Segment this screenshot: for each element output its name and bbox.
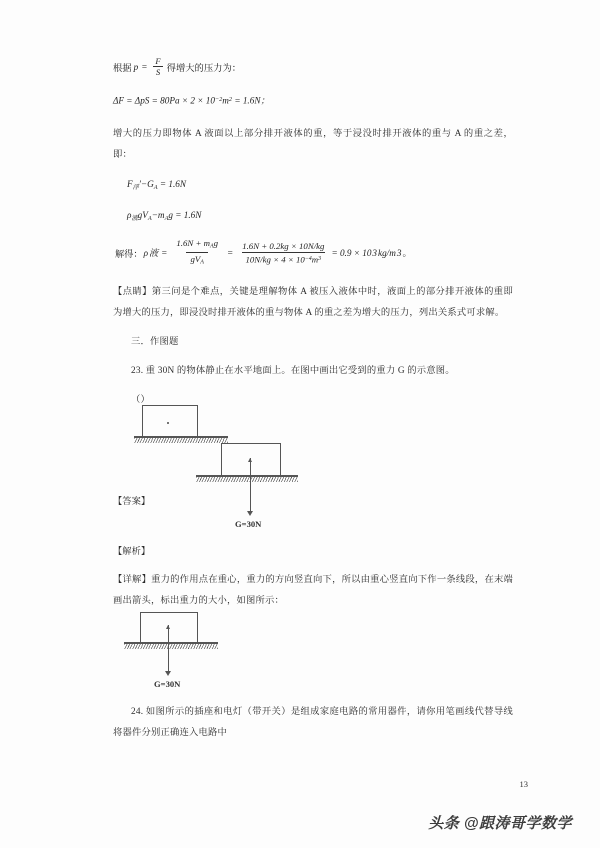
- solve-rho-subscript: 液: [148, 248, 159, 259]
- equation-delta-F: [113, 90, 513, 111]
- gravity-label-3: G=30N: [154, 679, 181, 689]
- fraction-second: [238, 240, 328, 266]
- ground-hatching-3: [124, 644, 218, 649]
- fraction-second-numerator: 1.6N + 0.2kg × 10N/kg: [242, 241, 325, 252]
- text-de-zengda: 得增大的压力为：: [166, 63, 242, 74]
- fraction-F-over-S: [152, 56, 163, 77]
- fraction-first-num-text: 1.6N + m: [176, 237, 210, 248]
- label-solve: 解得：: [115, 249, 143, 260]
- tip-body-text: 第三问是个难点，关键是理解物体 A 被压入液体中时，液面上的部分排开液体的重即为增大的压力，即浸没时排开液体的重与物体 A 的重之差为增大的压力，列出关系式可求解。: [113, 287, 513, 319]
- equation-delta-F-unit-m: m: [222, 95, 229, 106]
- equation-F-prime: ′: [138, 178, 141, 189]
- solve-result-sup: 3: [372, 248, 378, 259]
- symbol-equals: =: [141, 61, 148, 72]
- fraction-denominator-S: S: [153, 66, 163, 77]
- fraction-first: [172, 237, 222, 269]
- equation-gV: gV: [137, 210, 148, 221]
- equation-delta-F-result: = 1.6N；: [234, 95, 270, 106]
- symbol-p: p: [133, 61, 139, 72]
- page-number: 13: [519, 779, 528, 789]
- label-answer: 【答案】: [113, 497, 151, 507]
- equation-equals-result-2: = 1.6N: [175, 210, 202, 221]
- solve-result-unit: kg/m: [378, 248, 396, 259]
- question-23-text: 23. 重 30N 的物体静止在水平地面上。在图中画出它受到的重力 G 的示意图。: [131, 366, 455, 377]
- equation-delta-F-main: ΔF = ΔpS = 80Pa × 2 × 10: [113, 95, 215, 106]
- equation-V-subscript: A: [147, 215, 152, 223]
- detail-body-text: 重力的作用点在重心，重力的方向竖直向下，所以由重心竖直向下作一条线段，在末端画出箭头，标出重力的大小，如图所示：: [113, 575, 513, 606]
- gravity-arrow-shaft-3: [168, 625, 169, 674]
- equation-F: F: [127, 178, 133, 189]
- diagram-block-gravity-answer: [196, 443, 346, 533]
- label-tip: 【点睛】: [113, 287, 152, 298]
- equation-rho: ρ: [127, 210, 132, 221]
- solve-result: = 0.9 × 10: [331, 248, 372, 259]
- ground-hatching-2: [196, 477, 298, 482]
- equation-minus-m: −m: [151, 210, 165, 221]
- equation-m-subscript: A: [164, 215, 169, 223]
- equation-rho-subscript: 液: [131, 215, 138, 223]
- solve-equals-1: =: [161, 248, 168, 259]
- equation-rho-gV-minus-mg: [113, 205, 513, 229]
- gravity-arrow-shaft-2: [250, 458, 251, 514]
- fraction-first-numerator: [172, 237, 222, 253]
- equation-delta-F-unit-exponent: 2: [228, 96, 233, 103]
- equation-delta-F-exponent: −2: [214, 96, 223, 103]
- fraction-second-denominator: [242, 252, 326, 266]
- fraction-first-denominator: [186, 252, 207, 269]
- equation-G-subscript: A: [153, 183, 158, 191]
- equation-buoyancy-minus-GA: [113, 174, 513, 198]
- paragraph-increase-explain: 增大的压力即物体 A 液面以上部分排开液体的重，等于浸没时排开液体的重与 A 的重之差，即：: [113, 128, 513, 160]
- question-24-text: 24. 如图所示的插座和电灯（带开关）是组成家庭电路的常用器件，请你用笔画线代替导线将器件分别正确连入电路中: [113, 707, 513, 738]
- gravity-arrow-head-3: [165, 671, 171, 676]
- equation-pressure-intro: [113, 56, 513, 77]
- solve-result-period: 。: [402, 248, 412, 259]
- equation-solve-density: [113, 237, 513, 269]
- fraction-first-num-tail: g: [213, 237, 218, 248]
- watermark-text: 头条 @跟涛哥学数学: [428, 815, 572, 832]
- fraction-first-den-sub: A: [200, 259, 204, 266]
- equation-F-subscript: 浮: [132, 183, 139, 191]
- fraction-second-den-sup: −4: [304, 256, 312, 263]
- fraction-numerator-F: F: [155, 55, 161, 66]
- equation-minus-G: −G: [140, 178, 154, 189]
- fraction-second-den-m-sup: 3: [318, 256, 322, 263]
- section-heading-drawing: 三．作图题: [131, 337, 179, 348]
- fraction-second-den-text: 10N/kg × 4 × 10: [245, 254, 305, 265]
- label-detail: 【详解】: [113, 575, 152, 585]
- solve-rho: ρ: [143, 248, 148, 259]
- diagram-block-gravity-detail: [124, 612, 274, 702]
- paragraph-detail: [113, 570, 513, 612]
- solve-equals-2: =: [227, 248, 234, 259]
- fraction-second-den-m: m: [311, 254, 319, 265]
- fraction-first-num-sub: A: [209, 243, 214, 250]
- gravity-arrow-head-2: [247, 511, 253, 516]
- text-genju: 根据: [113, 63, 132, 74]
- question-23-parenthesis: （）: [131, 395, 150, 406]
- paragraph-tip: [113, 282, 513, 324]
- equation-g: g: [168, 210, 173, 221]
- block-outline-1: [142, 405, 198, 437]
- solve-result-unit-sup: 3: [396, 248, 402, 259]
- gravity-label-2: G=30N: [235, 519, 262, 529]
- page-content: [113, 56, 513, 411]
- fraction-first-den-text: gV: [190, 254, 201, 265]
- label-analysis: 【解析】: [113, 547, 151, 557]
- equation-equals-result: = 1.6N: [159, 178, 186, 189]
